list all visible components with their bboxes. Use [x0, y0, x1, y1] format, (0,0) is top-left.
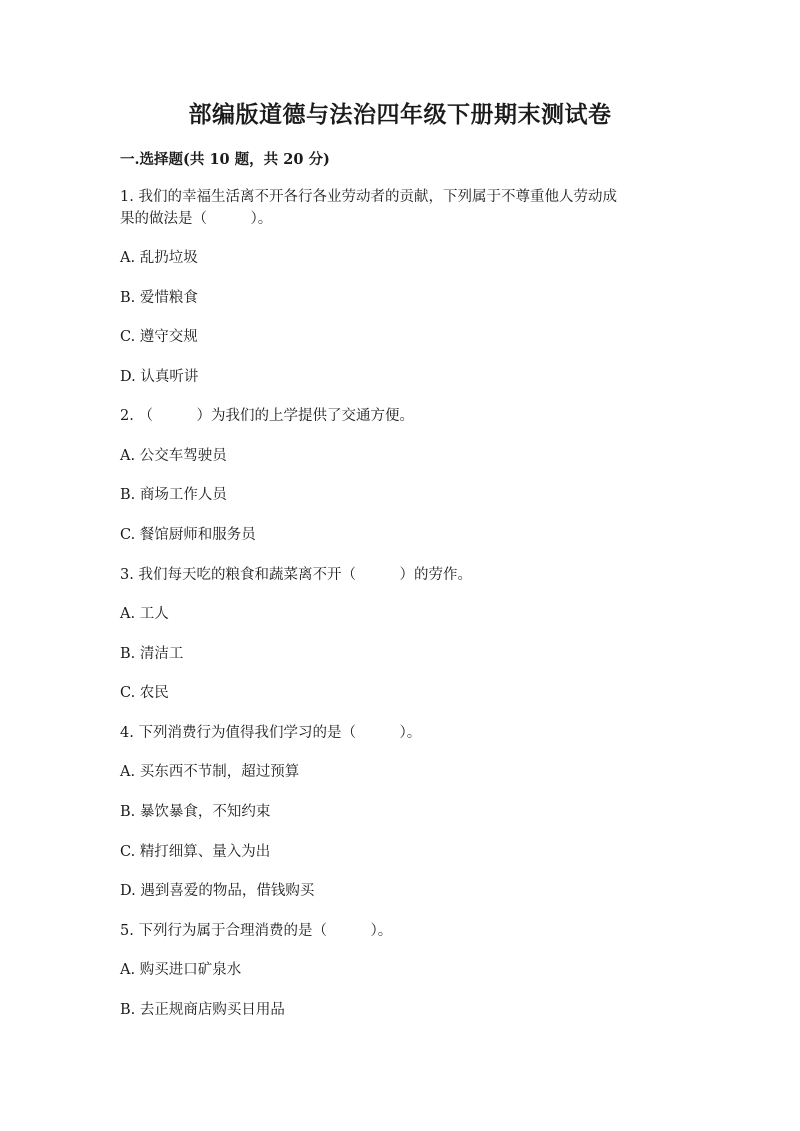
page-title: 部编版道德与法治四年级下册期末测试卷 [188, 101, 612, 128]
question-2-option-b: B. 商场工作人员 [120, 487, 227, 503]
question-4-option-d: D. 遇到喜爱的物品，借钱购买 [120, 883, 315, 899]
question-4-option-b: B. 暴饮暴食，不知约束 [120, 804, 271, 820]
question-3-option-c: C. 农民 [120, 685, 169, 701]
question-2-option-c: C. 餐馆厨师和服务员 [120, 527, 256, 543]
question-1-stem-line-1: 1. 我们的幸福生活离不开各行各业劳动者的贡献，下列属于不尊重他人劳动成 [120, 189, 617, 205]
question-2-stem: 2. （ ）为我们的上学提供了交通方便。 [120, 408, 414, 424]
question-2-option-a: A. 公交车驾驶员 [120, 448, 227, 464]
question-1-option-d: D. 认真听讲 [120, 369, 199, 385]
question-5-option-a: A. 购买进口矿泉水 [120, 962, 242, 978]
question-3-option-b: B. 清洁工 [120, 646, 184, 662]
question-5-option-b: B. 去正规商店购买日用品 [120, 1002, 285, 1018]
question-3-stem: 3. 我们每天吃的粮食和蔬菜离不开（ ）的劳作。 [120, 567, 472, 583]
question-1-option-c: C. 遵守交规 [120, 329, 198, 345]
section-heading: 一.选择题(共 10 题，共 20 分) [120, 151, 330, 168]
question-4-option-a: A. 买东西不节制，超过预算 [120, 764, 300, 780]
question-4-stem: 4. 下列消费行为值得我们学习的是（ ）。 [120, 725, 422, 741]
question-5-stem: 5. 下列行为属于合理消费的是（ ）。 [120, 923, 393, 939]
question-4-option-c: C. 精打细算、量入为出 [120, 844, 271, 860]
question-1-stem-line-2: 果的做法是（ ）。 [120, 211, 273, 227]
question-1-option-b: B. 爱惜粮食 [120, 290, 198, 306]
question-3-option-a: A. 工人 [120, 606, 169, 622]
question-1-option-a: A. 乱扔垃圾 [120, 250, 198, 266]
